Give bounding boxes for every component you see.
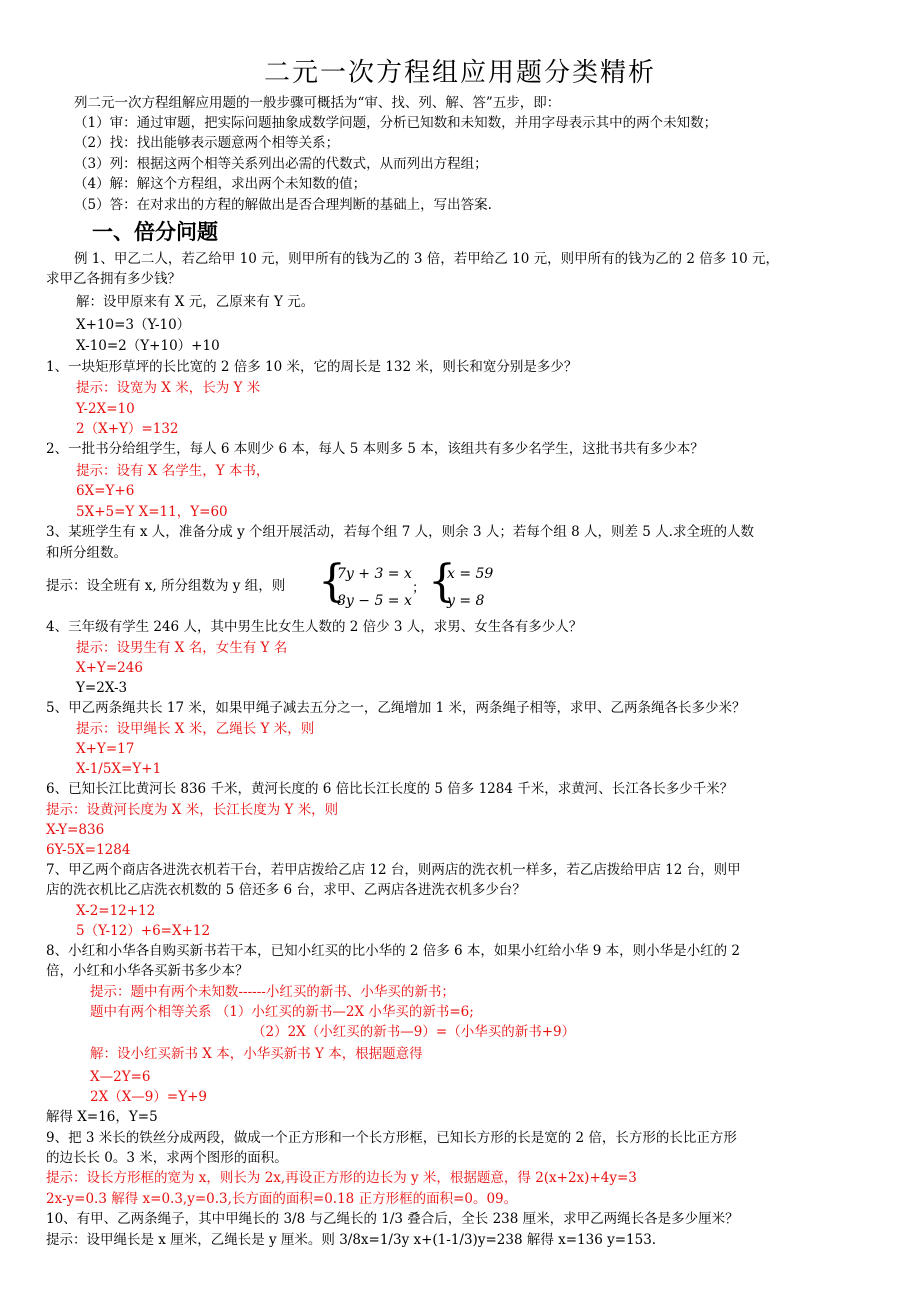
problem-2-hint: 提示：设有 X 名学生，Y 本书，	[76, 463, 270, 479]
problem-7-question: 店的洗衣机比乙店洗衣机数的 5 倍还多 6 台，求甲、乙两店各进洗衣机多少台？	[46, 882, 526, 898]
example-solution: 解：设甲原来有 X 元，乙原来有 Y 元。	[76, 294, 315, 310]
problem-9-hint: 2x-y=0.3 解得 x=0.3,y=0.3,长方面的面积=0.18 正方形框的面积=0。09。	[46, 1191, 518, 1207]
problem-7-question: 7、甲乙两个商店各进洗衣机若干台，若甲店拨给乙店 12 台，则两店的洗衣机一样多，若乙店拨给甲店 12 台，则甲	[46, 862, 741, 878]
intro-step: （4）解：解这个方程组，求出两个未知数的值；	[74, 176, 367, 192]
problem-6-hint: 6Y-5X=1284	[46, 842, 131, 858]
problem-10-hint: 提示：设甲绳长是 x 厘米，乙绳长是 y 厘米。则 3/8x=1/3y x+(1-1/3)y=238 解得 x=136 y=153.	[46, 1232, 657, 1248]
section-heading: 一、倍分问题	[92, 219, 218, 244]
left-brace: {	[318, 556, 346, 607]
solution-value: x = 59	[447, 566, 494, 582]
left-brace: {	[428, 556, 456, 607]
problem-9-hint: 提示：设长方形框的宽为 x，则长为 2x,再设正方形的边长为 y 米，根据题意，得 2(x+2x)+4y=3	[46, 1170, 637, 1186]
problem-6-hint: 提示：设黄河长度为 X 米，长江长度为 Y 米，则	[46, 802, 339, 818]
problem-2-hint: 6X=Y+6	[76, 483, 135, 499]
problem-8-hint: （2）2X（小红买的新书—9）=（小华买的新书+9）	[252, 1024, 576, 1040]
problem-6-question: 6、已知长江比黄河长 836 千米，黄河长度的 6 倍比长江长度的 5 倍多 1284 千米，求黄河、长江各长多少千米？	[46, 781, 734, 797]
system-equation: 8y − 5 = x	[337, 593, 412, 609]
example-equation: X-10=2（Y+10）+10	[76, 338, 220, 354]
problem-5-hint: 提示：设甲绳长 X 米，乙绳长 Y 米，则	[76, 721, 315, 737]
intro-lead: 列二元一次方程组解应用题的一般步骤可概括为“审、找、列、解、答”五步，即：	[74, 95, 561, 111]
problem-8-hint: X—2Y=6	[90, 1069, 151, 1085]
problem-3-question: 3、某班学生有 x 人，准备分成 y 个组开展活动，若每个组 7 人，则余 3 人；若每个组 8 人，则差 5 人.求全班的人数	[46, 524, 754, 540]
problem-5-hint: X+Y=17	[76, 741, 135, 757]
problem-9-question: 的边长长 0。3 米，求两个图形的面积。	[46, 1150, 288, 1166]
system-equation: 7y + 3 = x	[337, 566, 412, 582]
problem-7-hint: 5（Y-12）+6=X+12	[76, 923, 211, 939]
problem-8-hint: 2X（X—9）=Y+9	[90, 1089, 208, 1105]
problem-4-equation: Y=2X-3	[76, 680, 128, 696]
problem-3-question: 和所分组数。	[46, 545, 127, 561]
example-question: 求甲乙各拥有多少钱？	[46, 271, 181, 287]
problem-1-question: 1、一块矩形草坪的长比宽的 2 倍多 10 米，它的周长是 132 米，则长和宽分别是多少？	[46, 359, 578, 375]
problem-8-question: 8、小红和小华各自购买新书若干本，已知小红买的比小华的 2 倍多 6 本，如果小红给小华 9 本，则小华是小红的 2	[46, 943, 740, 959]
example-question: 例 1、甲乙二人，若乙给甲 10 元，则甲所有的钱为乙的 3 倍，若甲给乙 10 元，则甲所有的钱为乙的 2 倍多 10 元，	[74, 251, 780, 267]
intro-step: （3）列：根据这两个相等关系列出必需的代数式，从而列出方程组；	[74, 156, 488, 172]
problem-2-question: 2、一批书分给组学生，每人 6 本则少 6 本，每人 5 本则多 5 本，该组共有多少名学生，这批书共有多少本？	[46, 441, 704, 457]
problem-8-hint: 解：设小红买新书 X 本，小华买新书 Y 本，根据题意得	[90, 1046, 423, 1062]
solution-value: y = 8	[447, 593, 485, 609]
intro-step: （5）答：在对求出的方程的解做出是否合理判断的基础上，写出答案.	[74, 197, 492, 213]
intro-step: （2）找：找出能够表示题意两个相等关系；	[74, 135, 340, 151]
problem-9-question: 9、把 3 米长的铁丝分成两段，做成一个正方形和一个长方形框，已知长方形的长是宽的 2 倍，长方形的长比正方形	[46, 1130, 737, 1146]
problem-5-hint: X-1/5X=Y+1	[76, 761, 162, 777]
problem-1-hint: Y-2X=10	[76, 401, 135, 417]
problem-5-question: 5、甲乙两条绳共长 17 米，如果甲绳子减去五分之一，乙绳增加 1 米，两条绳子相等，求甲、乙两条绳各长多少米？	[46, 700, 746, 716]
problem-1-hint: 提示：设宽为 X 米，长为 Y 米	[76, 380, 261, 396]
problem-1-hint: 2（X+Y）=132	[76, 421, 179, 437]
page-title: 二元一次方程组应用题分类精析	[263, 58, 656, 88]
problem-10-question: 10、有甲、乙两条绳子，其中甲绳长的 3/8 与乙绳长的 1/3 叠合后，全长 238 厘米，求甲乙两绳长各是多少厘米？	[46, 1211, 739, 1227]
problem-4-hint: X+Y=246	[76, 660, 143, 676]
problem-4-hint: 提示：设男生有 X 名，女生有 Y 名	[76, 640, 288, 656]
problem-7-hint: X-2=12+12	[76, 903, 156, 919]
problem-8-hint: 提示：题中有两个未知数------小红买的新书、小华买的新书；	[90, 984, 455, 1000]
example-equation: X+10=3（Y-10）	[76, 317, 191, 333]
problem-2-hint: 5X+5=Y X=11，Y=60	[76, 504, 228, 520]
problem-8-question: 倍，小红和小华各买新书多少本？	[46, 963, 249, 979]
problem-3-hint: 提示：设全班有 x, 所分组数为 y 组，则	[46, 578, 286, 594]
problem-8-answer: 解得 X=16，Y=5	[46, 1109, 158, 1125]
problem-4-question: 4、三年级有学生 246 人，其中男生比女生人数的 2 倍少 3 人，求男、女生各有多少人？	[46, 619, 583, 635]
intro-step: （1）审：通过审题，把实际问题抽象成数学问题，分析已知数和未知数，并用字母表示其中的两个未知数；	[74, 115, 718, 131]
separator: ；	[412, 580, 426, 596]
problem-6-hint: X-Y=836	[46, 822, 105, 838]
problem-8-hint: 题中有两个相等关系 （1）小红买的新书—2X 小华买的新书=6;	[90, 1004, 474, 1020]
